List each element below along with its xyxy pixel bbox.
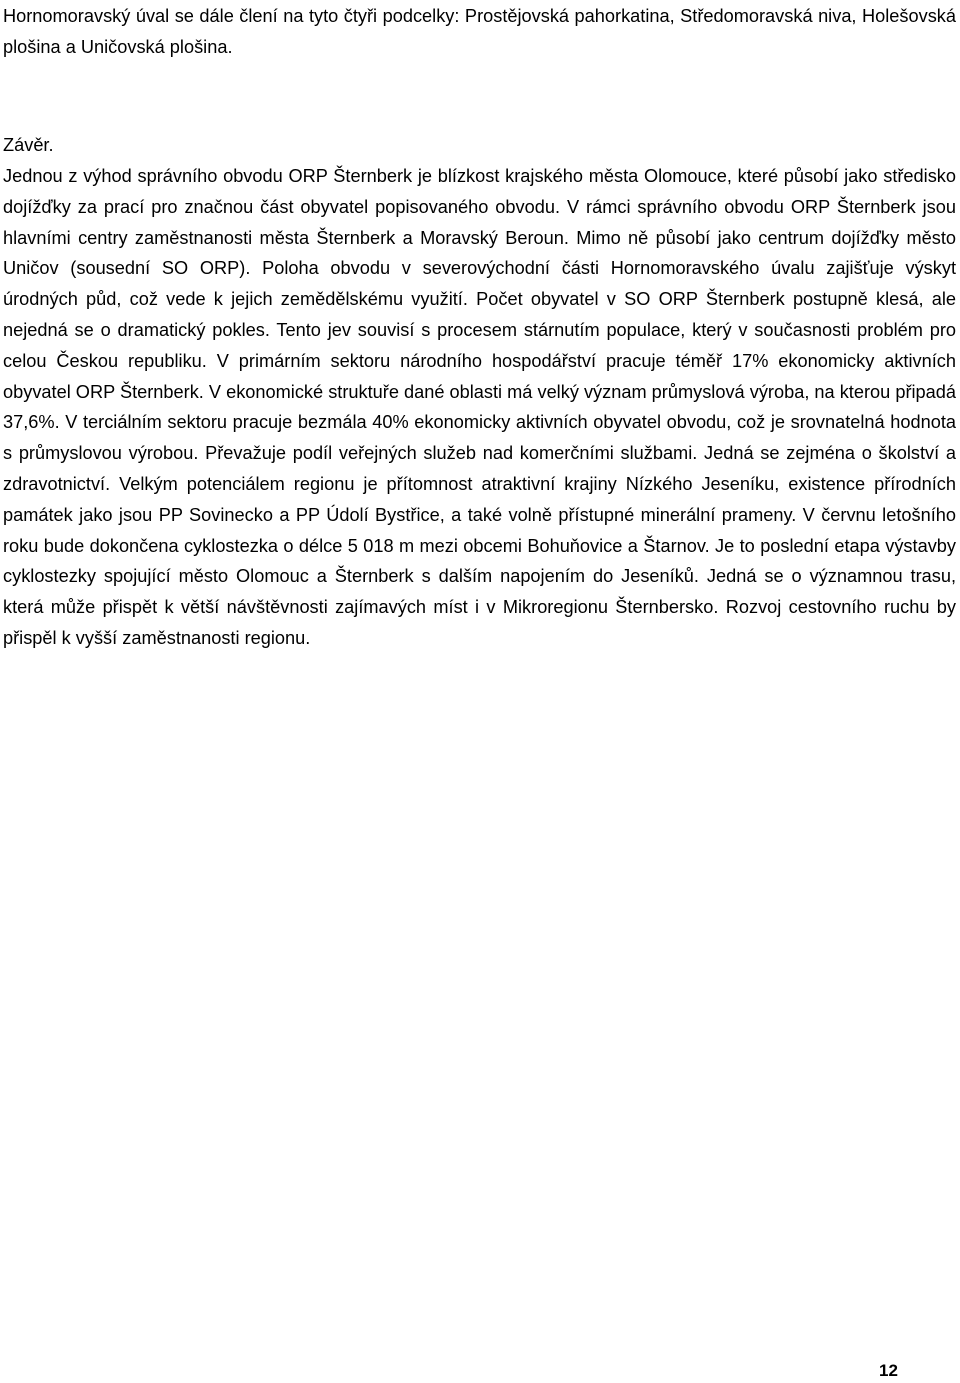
- page-number: 12: [879, 1361, 898, 1380]
- intro-paragraph: Hornomoravský úval se dále člení na tyto čtyři podcelky: Prostějovská pahorkatina, Středomoravská niva, Holešovská plošina a Uničovská plošina.: [3, 6, 956, 57]
- conclusion-paragraph: Jednou z výhod správního obvodu ORP Šternberk je blízkost krajského města Olomouce, které působí jako středisko dojížďky za prací pro značnou část obyvatel popisovaného obvodu. V rámci správního obvodu ORP Šternberk jsou hlavními centry zaměstnanosti města Šternberk a Moravský Beroun. Mimo ně působí jako centrum dojížďky město Uničov (sousední SO ORP). Poloha obvodu v severovýchodní části Hornomoravského úvalu zajišťuje výskyt úrodných půd, což vede k jejich zemědělskému využití. Počet obyvatel v SO ORP Šternberk postupně klesá, ale nejedná se o dramatický pokles. Tento jev souvisí s procesem stárnutím populace, který v současnosti problém pro celou Českou republiku. V primárním sektoru národního hospodářství pracuje téměř 17% ekonomicky aktivních obyvatel ORP Šternberk. V ekonomické struktuře dané oblasti má velký význam průmyslová výroba, na kterou připadá 37,6%. V terciálním sektoru pracuje bezmála 40% ekonomicky aktivních obyvatel obvodu, což je srovnatelná hodnota s průmyslovou výrobou. Převažuje podíl veřejných služeb nad komerčními službami. Jedná se zejména o školství a zdravotnictví. Velkým potenciálem regionu je přítomnost atraktivní krajiny Nízkého Jeseníku, existence přírodních památek jako jsou PP Sovinecko a PP Údolí Bystřice, a také volně přístupné minerální prameny. V červnu letošního roku bude dokončena cyklostezka o délce 5 018 m mezi obcemi Bohuňovice a Štarnov. Je to poslední etapa výstavby cyklostezky spojující město Olomouc a Šternberk s dalším napojením do Jeseníků. Jedná se o významnou trasu, která může přispět k větší návštěvnosti zajímavých míst i v Mikroregionu Šternbersko. Rozvoj cestovního ruchu by přispěl k vyšší zaměstnanosti regionu.: [3, 166, 956, 648]
- conclusion-heading: Závěr.: [3, 135, 54, 155]
